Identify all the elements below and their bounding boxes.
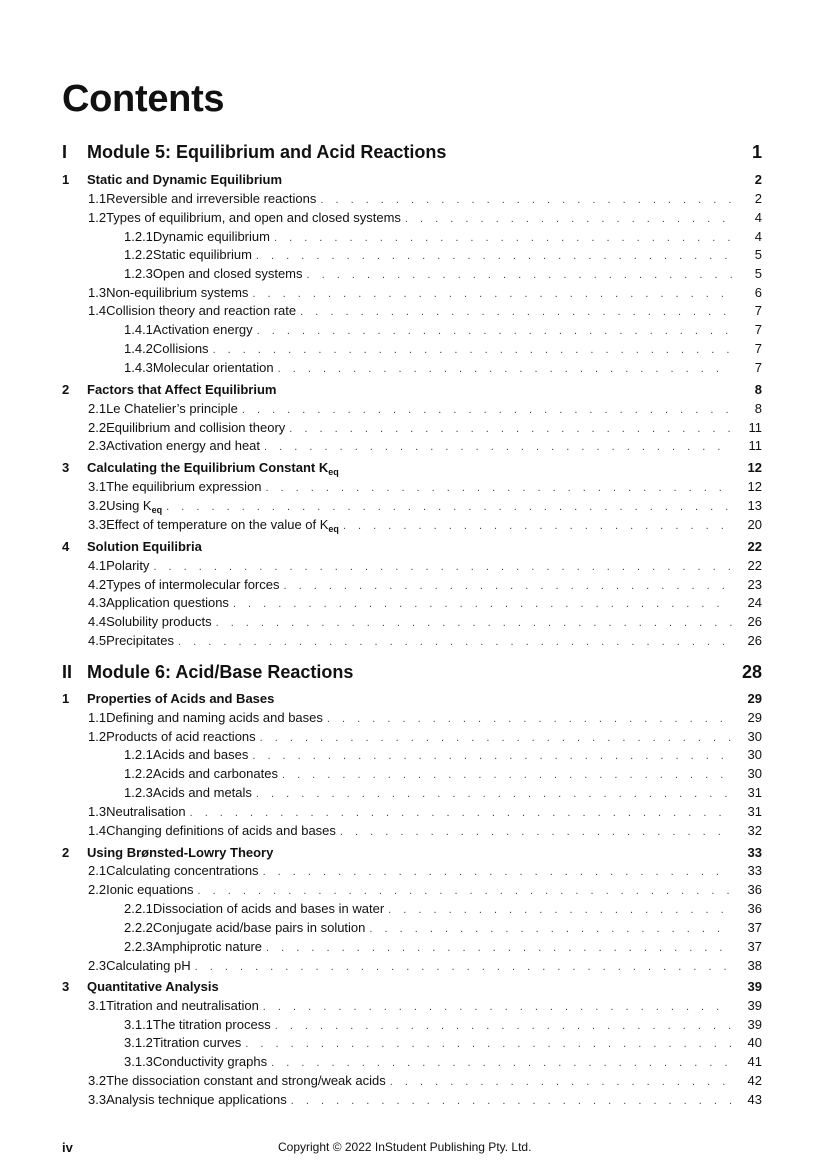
toc-entry-number: 1.4.3: [124, 360, 153, 375]
toc-entry-sec[interactable]: [62, 210, 762, 228]
toc-entry-title: Dynamic equilibrium: [152, 229, 270, 244]
toc-entry-sec[interactable]: [62, 577, 762, 595]
toc-entry-number: 3.2: [88, 1073, 107, 1088]
toc-entry-sec[interactable]: [62, 958, 762, 976]
toc-entry-title: Reversible and irreversible reactions: [106, 191, 317, 206]
toc-entry-number: 1.3: [88, 804, 107, 819]
subscript: eq: [328, 524, 339, 534]
toc-entry-page: 13: [747, 498, 762, 513]
toc-entry-number: 1.2.3: [124, 785, 153, 800]
toc-entry-sec[interactable]: [62, 303, 762, 321]
toc-entry-number: 1.4.2: [124, 341, 153, 356]
toc-entry-sub[interactable]: [62, 747, 762, 765]
dot-leader: [198, 885, 732, 897]
toc-entry-title: Module 5: Equilibrium and Acid Reactions: [87, 142, 447, 162]
dot-leader: [320, 194, 732, 206]
page-title: Contents: [62, 78, 225, 120]
toc-entry-number: II: [62, 662, 73, 682]
toc-entry-number: 2: [62, 382, 70, 397]
toc-entry-number: 3: [62, 460, 70, 475]
toc-entry-chap[interactable]: [62, 172, 762, 190]
toc-entry-number: I: [62, 142, 68, 162]
toc-entry-number: 1.1: [88, 710, 107, 725]
dot-leader: [252, 288, 732, 300]
toc-entry-title: Acids and metals: [152, 785, 252, 800]
toc-entry-title: Activation energy: [152, 322, 253, 337]
dot-leader: [278, 363, 732, 375]
toc-entry-page: 31: [747, 804, 762, 819]
toc-entry-title: Solubility products: [106, 614, 212, 629]
toc-entry-title: Acids and bases: [152, 747, 249, 762]
toc-entry-number: 1.4.1: [124, 322, 153, 337]
toc-entry-page: 36: [747, 901, 762, 916]
subscript: eq: [151, 505, 163, 515]
toc-entry-title: Types of intermolecular forces: [106, 577, 280, 592]
dot-leader: [190, 807, 732, 819]
toc-entry-number: 3: [62, 979, 70, 994]
toc-entry-number: 2.2: [88, 420, 107, 435]
dot-leader: [166, 501, 732, 513]
toc-entry-sec[interactable]: [62, 479, 762, 497]
toc-entry-number: 4.1: [88, 558, 107, 573]
toc-entry-sub[interactable]: [62, 785, 762, 803]
toc-entry-page: 11: [748, 420, 762, 435]
toc-entry-sub[interactable]: [62, 766, 762, 784]
toc-entry-title: Static equilibrium: [152, 247, 252, 262]
toc-entry-page: 32: [747, 823, 762, 838]
toc-entry-page: 22: [747, 558, 762, 573]
dot-leader: [216, 617, 732, 629]
dot-leader: [264, 441, 732, 453]
toc-entry-number: 4.2: [88, 577, 107, 592]
toc-entry-sec[interactable]: [62, 998, 762, 1016]
toc-entry-sec[interactable]: [62, 863, 762, 881]
toc-entry-page: 30: [747, 747, 762, 762]
toc-entry-sec[interactable]: [62, 558, 762, 576]
toc-entry-page: 4: [754, 229, 762, 244]
toc-entry-sec[interactable]: [62, 438, 762, 456]
toc-entry-number: 4.3: [88, 595, 107, 610]
toc-entry-title: Defining and naming acids and bases: [106, 710, 323, 725]
toc-entry-title: Solution Equilibria: [87, 539, 202, 554]
toc-entry-page: 26: [747, 614, 762, 629]
toc-entry-chap[interactable]: [62, 539, 762, 557]
toc-entry-page: 8: [754, 382, 762, 397]
dot-leader: [283, 580, 732, 592]
toc-entry-page: 42: [747, 1073, 762, 1088]
toc-entry-page: 40: [747, 1035, 762, 1050]
toc-entry-title: Calculating pH: [106, 958, 191, 973]
toc-entry-number: 3.3: [88, 517, 107, 532]
toc-entry-number: 3.1.3: [124, 1054, 153, 1069]
dot-leader: [263, 1001, 732, 1013]
toc-entry-title: Calculating the Equilibrium Constant $K_{eq}$: [87, 460, 339, 477]
toc-entry-title: Equilibrium and collision theory: [106, 420, 286, 435]
toc-entry-title: Using Brønsted-Lowry Theory: [87, 845, 274, 860]
toc-entry-part[interactable]: [62, 662, 762, 686]
toc-entry-sub[interactable]: [62, 266, 762, 284]
toc-entry-page: 12: [747, 460, 762, 475]
toc-entry-title: Using $K_{eq}$: [106, 498, 163, 515]
toc-entry-number: 1: [62, 172, 70, 187]
toc-entry-title: Open and closed systems: [152, 266, 303, 281]
toc-entry-title: Calculating concentrations: [106, 863, 259, 878]
toc-entry-page: 29: [747, 710, 762, 725]
toc-entry-number: 2: [62, 845, 70, 860]
toc-entry-page: 36: [747, 882, 762, 897]
toc-entry-sub[interactable]: [62, 939, 762, 957]
footer-copyright: Copyright © 2022 InStudent Publishing Pty. Ltd.: [278, 1140, 532, 1154]
toc-entry-number: 4.5: [88, 633, 107, 648]
dot-leader: [390, 1076, 732, 1088]
toc-entry-sec[interactable]: [62, 710, 762, 728]
toc-entry-number: 2.2.1: [124, 901, 153, 916]
toc-entry-page: 33: [747, 863, 762, 878]
toc-entry-page: 26: [747, 633, 762, 648]
toc-entry-number: 1.2: [88, 729, 107, 744]
toc-entry-sec[interactable]: [62, 420, 762, 438]
toc-entry-number: 4: [62, 539, 70, 554]
dot-leader: [291, 1095, 732, 1107]
toc-entry-title: Neutralisation: [106, 804, 186, 819]
toc-entry-page: 28: [741, 662, 762, 682]
dot-leader: [282, 769, 732, 781]
toc-entry-number: 2.3: [88, 958, 107, 973]
dot-leader: [213, 344, 732, 356]
toc-entry-number: 2.2.2: [124, 920, 153, 935]
toc-entry-page: 7: [754, 341, 762, 356]
toc-entry-page: 30: [747, 766, 762, 781]
toc-entry-page: 38: [747, 958, 762, 973]
toc-entry-sub[interactable]: [62, 341, 762, 359]
toc-entry-title: Effect of temperature on the value of $K_{eq}$: [106, 517, 339, 534]
toc-entry-title: Factors that Affect Equilibrium: [87, 382, 277, 397]
toc-entry-page: 43: [747, 1092, 762, 1107]
toc-entry-page: 24: [747, 595, 762, 610]
toc-entry-number: 1: [62, 691, 70, 706]
toc-entry-number: 3.2: [88, 498, 107, 513]
dot-leader: [263, 866, 732, 878]
toc-entry-title: Changing definitions of acids and bases: [106, 823, 336, 838]
dot-leader: [289, 423, 732, 435]
toc-entry-title: Types of equilibrium, and open and closed systems: [106, 210, 401, 225]
toc-entry-sec[interactable]: [62, 595, 762, 613]
toc-entry-page: 30: [747, 729, 762, 744]
toc-entry-title: Collision theory and reaction rate: [106, 303, 297, 318]
toc-entry-page: 31: [747, 785, 762, 800]
toc-entry-page: 4: [754, 210, 762, 225]
dot-leader: [195, 961, 732, 973]
toc-entry-title: Acids and carbonates: [152, 766, 278, 781]
toc-entry-number: 1.2.1: [124, 229, 153, 244]
dot-leader: [233, 598, 732, 610]
toc-entry-chap[interactable]: [62, 845, 762, 863]
toc-entry-sub[interactable]: [62, 1017, 762, 1035]
toc-entry-page: 7: [754, 360, 762, 375]
toc-entry-page: 6: [754, 285, 762, 300]
dot-leader: [252, 750, 732, 762]
toc-entry-number: 2.1: [88, 863, 107, 878]
toc-entry-page: 8: [754, 401, 762, 416]
toc-entry-sub[interactable]: [62, 1054, 762, 1072]
toc-entry-chap[interactable]: [62, 460, 762, 478]
dot-leader: [242, 404, 732, 416]
toc-entry-page: 12: [747, 479, 762, 494]
toc-entry-sec[interactable]: [62, 614, 762, 632]
toc-entry-title: The dissociation constant and strong/weak acids: [106, 1073, 386, 1088]
toc-entry-number: 1.2.2: [124, 247, 153, 262]
toc-entry-title: The equilibrium expression: [106, 479, 262, 494]
toc-entry-page: 39: [747, 1017, 762, 1032]
dot-leader: [275, 1020, 732, 1032]
toc-entry-chap[interactable]: [62, 979, 762, 997]
toc-entry-number: 2.2: [88, 882, 107, 897]
toc-entry-page: 39: [747, 979, 762, 994]
dot-leader: [388, 904, 732, 916]
toc-entry-number: 2.2.3: [124, 939, 153, 954]
toc-entry-sec[interactable]: [62, 882, 762, 900]
toc-entry-title: Static and Dynamic Equilibrium: [87, 172, 283, 187]
toc-entry-page: 5: [754, 247, 762, 262]
toc-entry-number: 2.1: [88, 401, 107, 416]
toc-entry-number: 1.2.3: [124, 266, 153, 281]
toc-entry-title: Molecular orientation: [152, 360, 274, 375]
toc-entry-title: Products of acid reactions: [106, 729, 256, 744]
toc-entry-page: 22: [747, 539, 762, 554]
dot-leader: [266, 942, 732, 954]
toc-entry-sec[interactable]: [62, 823, 762, 841]
toc-entry-page: 2: [754, 191, 762, 206]
toc-entry-number: 1.4: [88, 823, 107, 838]
dot-leader: [300, 306, 732, 318]
toc-entry-title: The titration process: [152, 1017, 271, 1032]
dot-leader: [256, 250, 732, 262]
toc-entry-sub[interactable]: [62, 247, 762, 265]
toc-entry-page: 7: [754, 322, 762, 337]
toc-entry-number: 1.2: [88, 210, 107, 225]
toc-entry-page: 33: [747, 845, 762, 860]
toc-entry-chap[interactable]: [62, 382, 762, 400]
toc-entry-number: 1.4: [88, 303, 107, 318]
toc-entry-page: 23: [747, 577, 762, 592]
toc-entry-number: 4.4: [88, 614, 107, 629]
toc-entry-page: 5: [754, 266, 762, 281]
dot-leader: [327, 713, 732, 725]
toc-entry-title: Activation energy and heat: [106, 438, 261, 453]
toc-entry-title: Quantitative Analysis: [87, 979, 219, 994]
toc-entry-number: 3.1: [88, 479, 107, 494]
toc-entry-number: 3.1.2: [124, 1035, 153, 1050]
dot-leader: [271, 1057, 732, 1069]
toc-entry-page: 7: [754, 303, 762, 318]
toc-entry-page: 11: [748, 438, 762, 453]
toc-entry-sec[interactable]: [62, 517, 762, 535]
toc-entry-page: 29: [747, 691, 762, 706]
toc-entry-title: Non-equilibrium systems: [106, 285, 249, 300]
toc-entry-number: 3.1: [88, 998, 107, 1013]
toc-entry-sec[interactable]: [62, 729, 762, 747]
dot-leader: [340, 826, 732, 838]
toc-entry-number: 3.1.1: [124, 1017, 153, 1032]
dot-leader: [405, 213, 732, 225]
toc-entry-title: Analysis technique applications: [106, 1092, 287, 1107]
toc-entry-page: 1: [751, 142, 762, 162]
toc-entry-sec[interactable]: [62, 191, 762, 209]
toc-entry-title: Application questions: [106, 595, 229, 610]
toc-entry-title: Collisions: [152, 341, 209, 356]
toc-entry-sec[interactable]: [62, 498, 762, 516]
toc-entry-number: 1.2.1: [124, 747, 153, 762]
dot-leader: [369, 923, 732, 935]
toc-entry-page: 2: [754, 172, 762, 187]
toc-entry-title: Titration and neutralisation: [106, 998, 259, 1013]
toc-entry-title: Conjugate acid/base pairs in solution: [152, 920, 366, 935]
toc-entry-number: 1.3: [88, 285, 107, 300]
toc-entry-chap[interactable]: [62, 691, 762, 709]
toc-entry-sub[interactable]: [62, 901, 762, 919]
dot-leader: [257, 325, 732, 337]
toc-entry-sub[interactable]: [62, 229, 762, 247]
toc-entry-sec[interactable]: [62, 633, 762, 651]
toc-entry-sec[interactable]: [62, 401, 762, 419]
toc-entry-sec[interactable]: [62, 1092, 762, 1110]
toc-entry-title: Properties of Acids and Bases: [87, 691, 275, 706]
toc-entry-page: 41: [747, 1054, 762, 1069]
subscript: eq: [328, 467, 339, 477]
dot-leader: [274, 232, 732, 244]
toc-entry-part[interactable]: [62, 142, 762, 166]
toc-entry-title: Le Chatelier’s principle: [106, 401, 238, 416]
toc-entry-sub[interactable]: [62, 1035, 762, 1053]
toc-entry-number: 2.3: [88, 438, 107, 453]
toc-entry-sec[interactable]: [62, 1073, 762, 1091]
toc-entry-title: Conductivity graphs: [152, 1054, 268, 1069]
toc-entry-sub[interactable]: [62, 360, 762, 378]
toc-entry-page: 37: [747, 920, 762, 935]
toc-entry-page: 39: [747, 998, 762, 1013]
toc-entry-sec[interactable]: [62, 804, 762, 822]
dot-leader: [153, 561, 732, 573]
toc-entry-title: Polarity: [106, 558, 150, 573]
dot-leader: [307, 269, 733, 281]
toc-entry-title: Amphiprotic nature: [152, 939, 263, 954]
toc-entry-page: 20: [747, 517, 762, 532]
toc-entry-title: Precipitates: [106, 633, 174, 648]
toc-entry-number: 1.1: [88, 191, 107, 206]
toc-entry-title: Dissociation of acids and bases in water: [152, 901, 385, 916]
dot-leader: [245, 1038, 732, 1050]
toc-entry-title: Module 6: Acid/Base Reactions: [87, 662, 354, 682]
dot-leader: [265, 482, 732, 494]
toc-entry-number: 1.2.2: [124, 766, 153, 781]
dot-leader: [178, 636, 732, 648]
toc-entry-sec[interactable]: [62, 285, 762, 303]
toc-entry-title: Ionic equations: [106, 882, 194, 897]
toc-entry-sub[interactable]: [62, 322, 762, 340]
toc-entry-title: Titration curves: [152, 1035, 242, 1050]
toc-entry-number: 3.3: [88, 1092, 107, 1107]
dot-leader: [260, 732, 732, 744]
toc-entry-sub[interactable]: [62, 920, 762, 938]
dot-leader: [256, 788, 732, 800]
footer-page-number: iv: [62, 1140, 73, 1155]
dot-leader: [343, 520, 732, 532]
toc-entry-page: 37: [747, 939, 762, 954]
